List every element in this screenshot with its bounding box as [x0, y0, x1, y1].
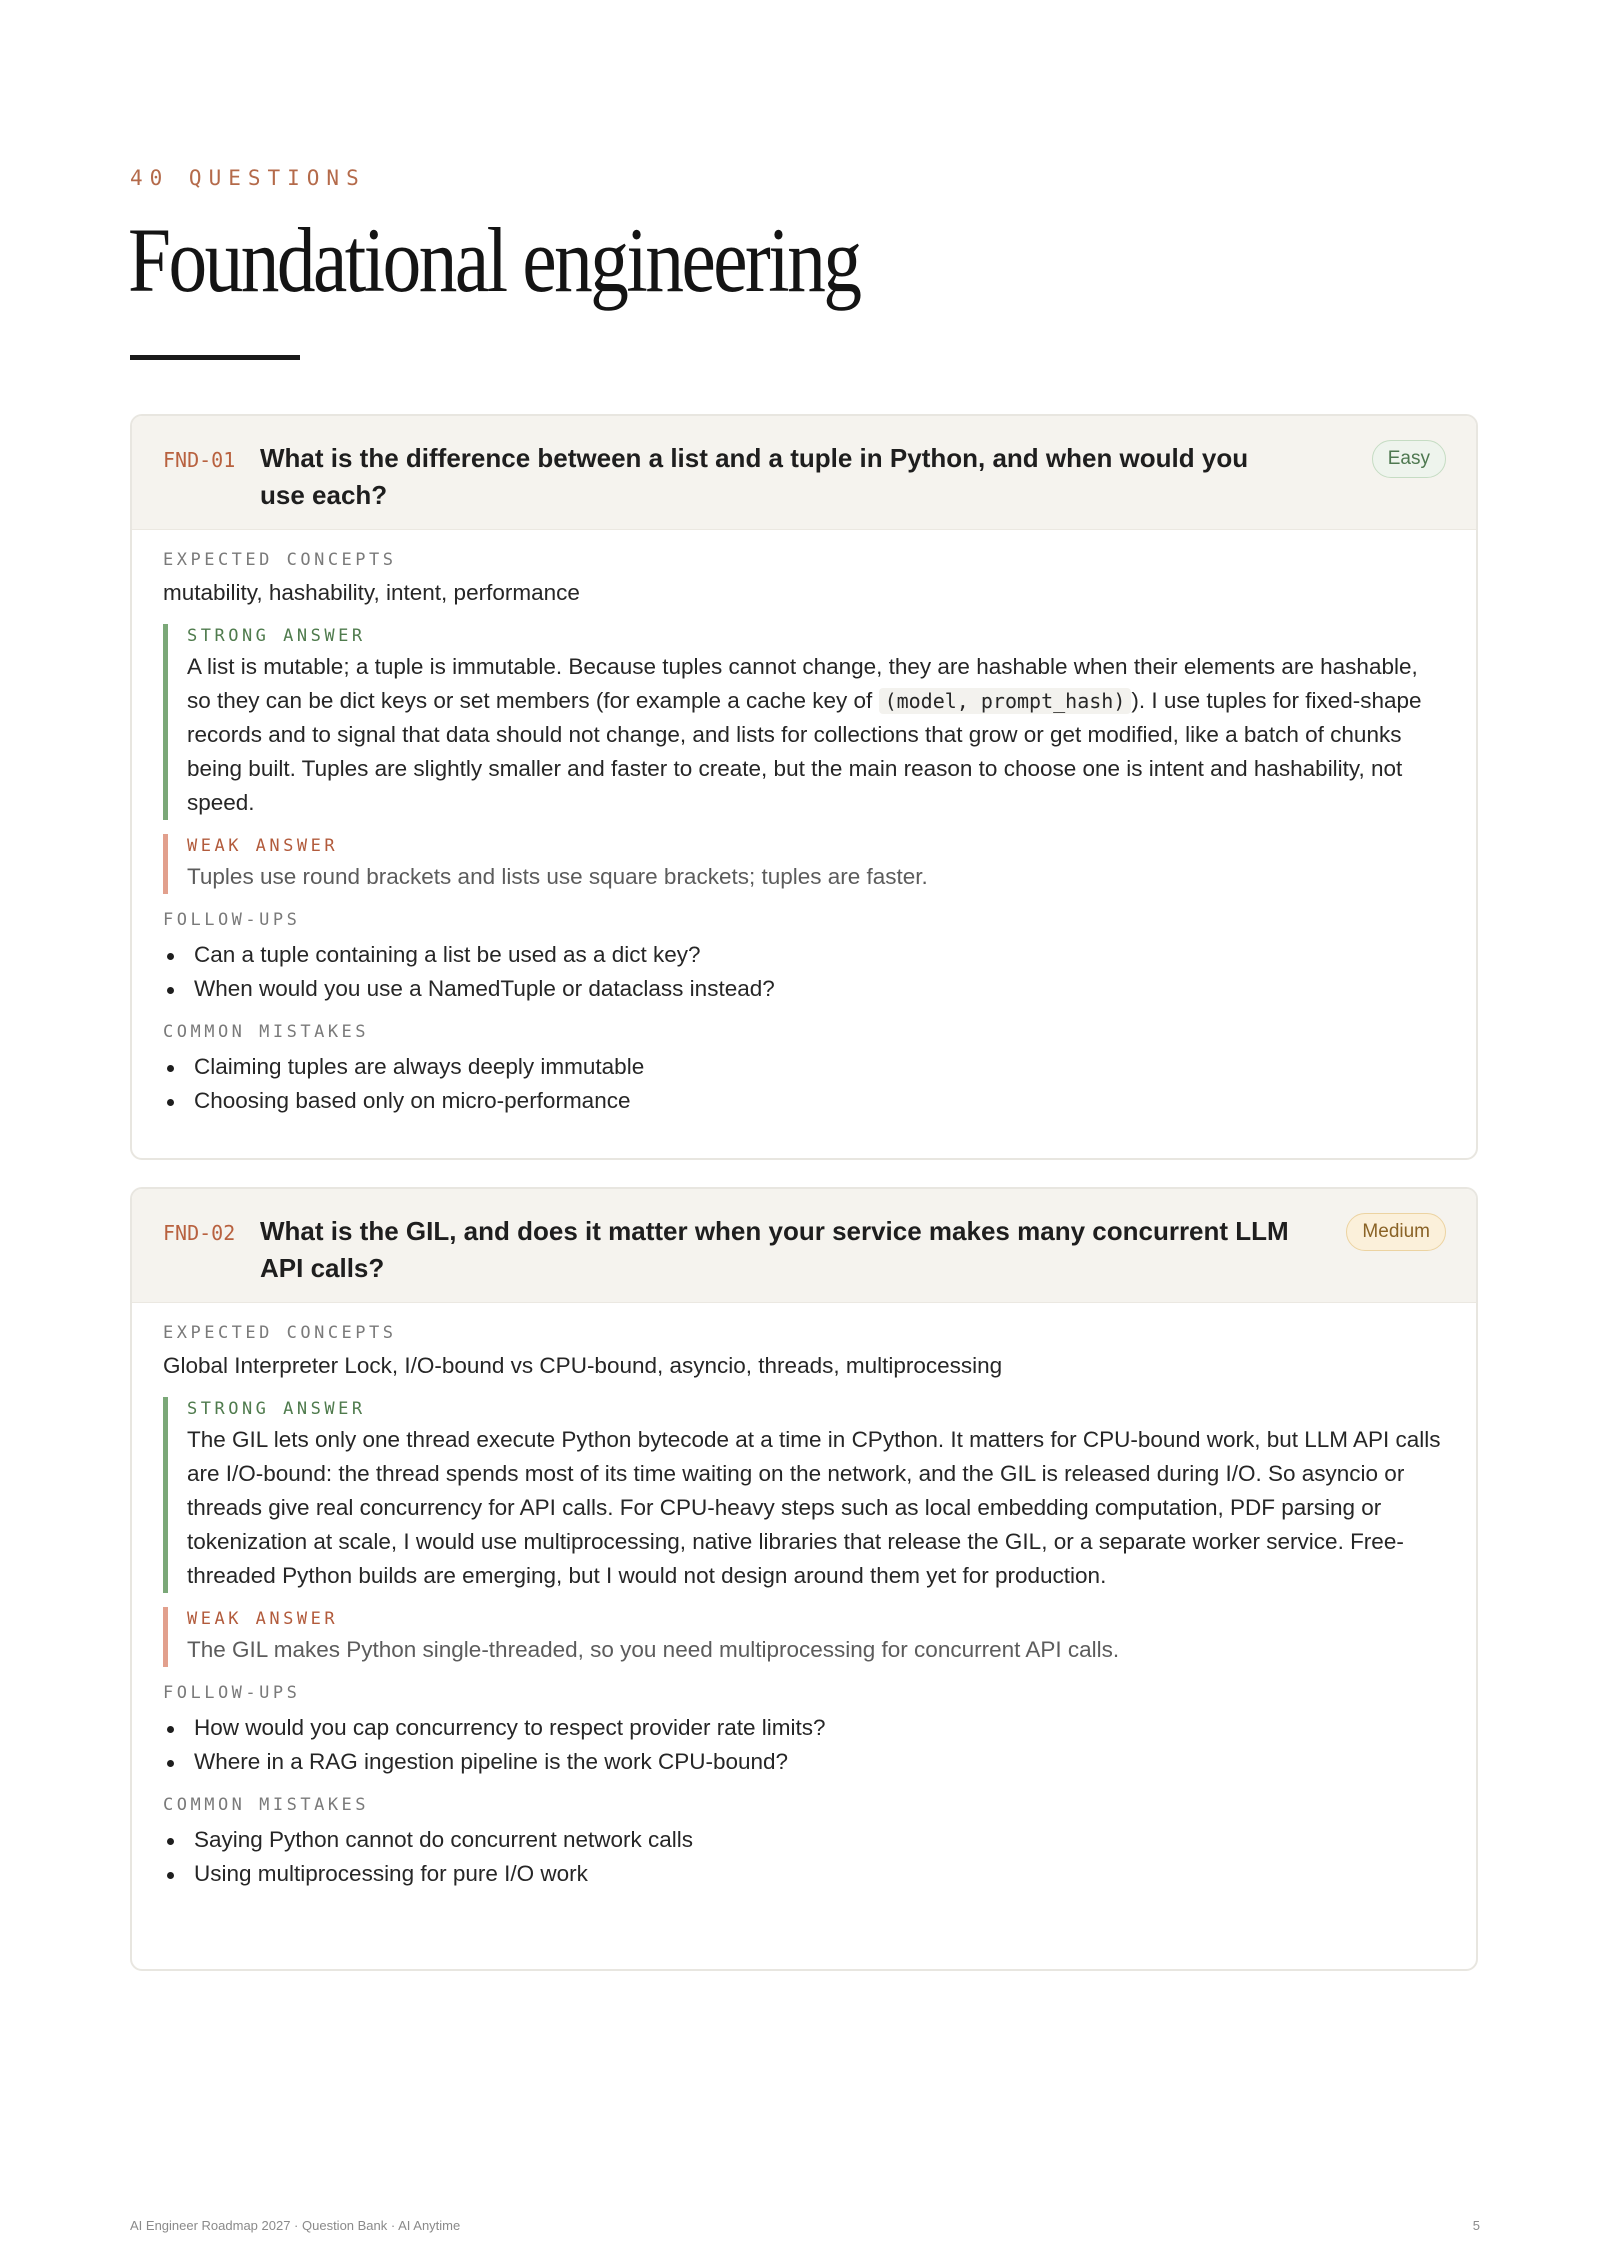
expected-concepts-label: EXPECTED CONCEPTS	[163, 550, 397, 570]
difficulty-badge: Easy	[1372, 440, 1446, 478]
title-underline	[130, 355, 300, 360]
weak-answer-text: The GIL makes Python single-threaded, so you need multiprocessing for concurrent API calls.	[187, 1637, 1120, 1662]
page-footer: AI Engineer Roadmap 2027 · Question Bank · AI Anytime	[130, 2218, 461, 2233]
list-item: Claiming tuples are always deeply immutable	[163, 1050, 1445, 1084]
follow-ups-list	[163, 938, 1445, 1006]
strong-answer-text-part: A list is mutable; a tuple is immutable. Because tuples cannot change, they are hashable when their elements are hashable, so they can be dict keys or set members (for example a cache key of	[187, 654, 1418, 713]
weak-answer-label: WEAK ANSWER	[187, 1609, 339, 1629]
strong-answer-label: STRONG ANSWER	[187, 1399, 366, 1419]
question-header	[132, 1189, 1476, 1303]
common-mistakes-label: COMMON MISTAKES	[163, 1022, 370, 1042]
list-item: Choosing based only on micro-performance	[163, 1084, 1445, 1118]
page-number: 5	[1472, 2218, 1480, 2233]
question-header	[132, 416, 1476, 530]
question-id: FND-02	[163, 1221, 236, 1245]
question-id: FND-01	[163, 448, 236, 472]
expected-concepts-text: Global Interpreter Lock, I/O-bound vs CPU-bound, asyncio, threads, multiprocessing	[163, 1353, 1003, 1378]
list-item: Using multiprocessing for pure I/O work	[163, 1857, 1445, 1891]
section-eyebrow: 40 QUESTIONS	[130, 166, 366, 190]
strong-answer-block	[163, 1397, 1445, 1593]
question-body	[132, 1303, 1476, 1891]
weak-answer-block	[163, 834, 1445, 894]
question-text: What is the difference between a list and a tuple in Python, and when would you use each?	[260, 443, 1249, 510]
weak-answer-text: Tuples use round brackets and lists use square brackets; tuples are faster.	[187, 864, 928, 889]
question-card-fnd-01	[130, 414, 1478, 1160]
follow-ups-label: FOLLOW-UPS	[163, 1683, 301, 1703]
weak-answer-block	[163, 1607, 1445, 1667]
follow-ups-label: FOLLOW-UPS	[163, 910, 301, 930]
expected-concepts-label: EXPECTED CONCEPTS	[163, 1323, 397, 1343]
page-title: Foundational engineering	[128, 209, 860, 311]
question-text: What is the GIL, and does it matter when your service makes many concurrent LLM API calls?	[260, 1216, 1289, 1283]
strong-answer-text	[187, 650, 1445, 820]
inline-code: (model, prompt_hash)	[879, 688, 1132, 714]
difficulty-badge: Medium	[1346, 1213, 1446, 1251]
common-mistakes-list	[163, 1823, 1445, 1891]
strong-answer-text-part: ). I use tuples for fixed-shape records and to signal that data should not change, and lists for collections that grow or get modified, like a batch of chunks being built. Tuples are slightly smaller and faster to create, but the main reason to choose one is intent and hashability, not speed.	[187, 688, 1422, 815]
list-item: Where in a RAG ingestion pipeline is the work CPU-bound?	[163, 1745, 1445, 1779]
list-item: Can a tuple containing a list be used as a dict key?	[163, 938, 1445, 972]
strong-answer-label: STRONG ANSWER	[187, 626, 366, 646]
common-mistakes-list	[163, 1050, 1445, 1118]
expected-concepts-text: mutability, hashability, intent, performance	[163, 580, 580, 605]
list-item: When would you use a NamedTuple or dataclass instead?	[163, 972, 1445, 1006]
list-item: Saying Python cannot do concurrent network calls	[163, 1823, 1445, 1857]
weak-answer-label: WEAK ANSWER	[187, 836, 339, 856]
common-mistakes-label: COMMON MISTAKES	[163, 1795, 370, 1815]
follow-ups-list	[163, 1711, 1445, 1779]
question-card-fnd-02	[130, 1187, 1478, 1971]
strong-answer-text: The GIL lets only one thread execute Python bytecode at a time in CPython. It matters for CPU-bound work, but LLM API calls are I/O-bound: the thread spends most of its time waiting on the network, and the GIL is released during I/O. So asyncio or threads give real concurrency for API calls. For CPU-heavy steps such as local embedding computation, PDF parsing or tokenization at scale, I would use multiprocessing, native libraries that release the GIL, or a separate worker service. Free-threaded Python builds are emerging, but I would not design around them yet for production.	[187, 1427, 1441, 1588]
list-item: How would you cap concurrency to respect provider rate limits?	[163, 1711, 1445, 1745]
question-body	[132, 530, 1476, 1118]
strong-answer-block	[163, 624, 1445, 820]
